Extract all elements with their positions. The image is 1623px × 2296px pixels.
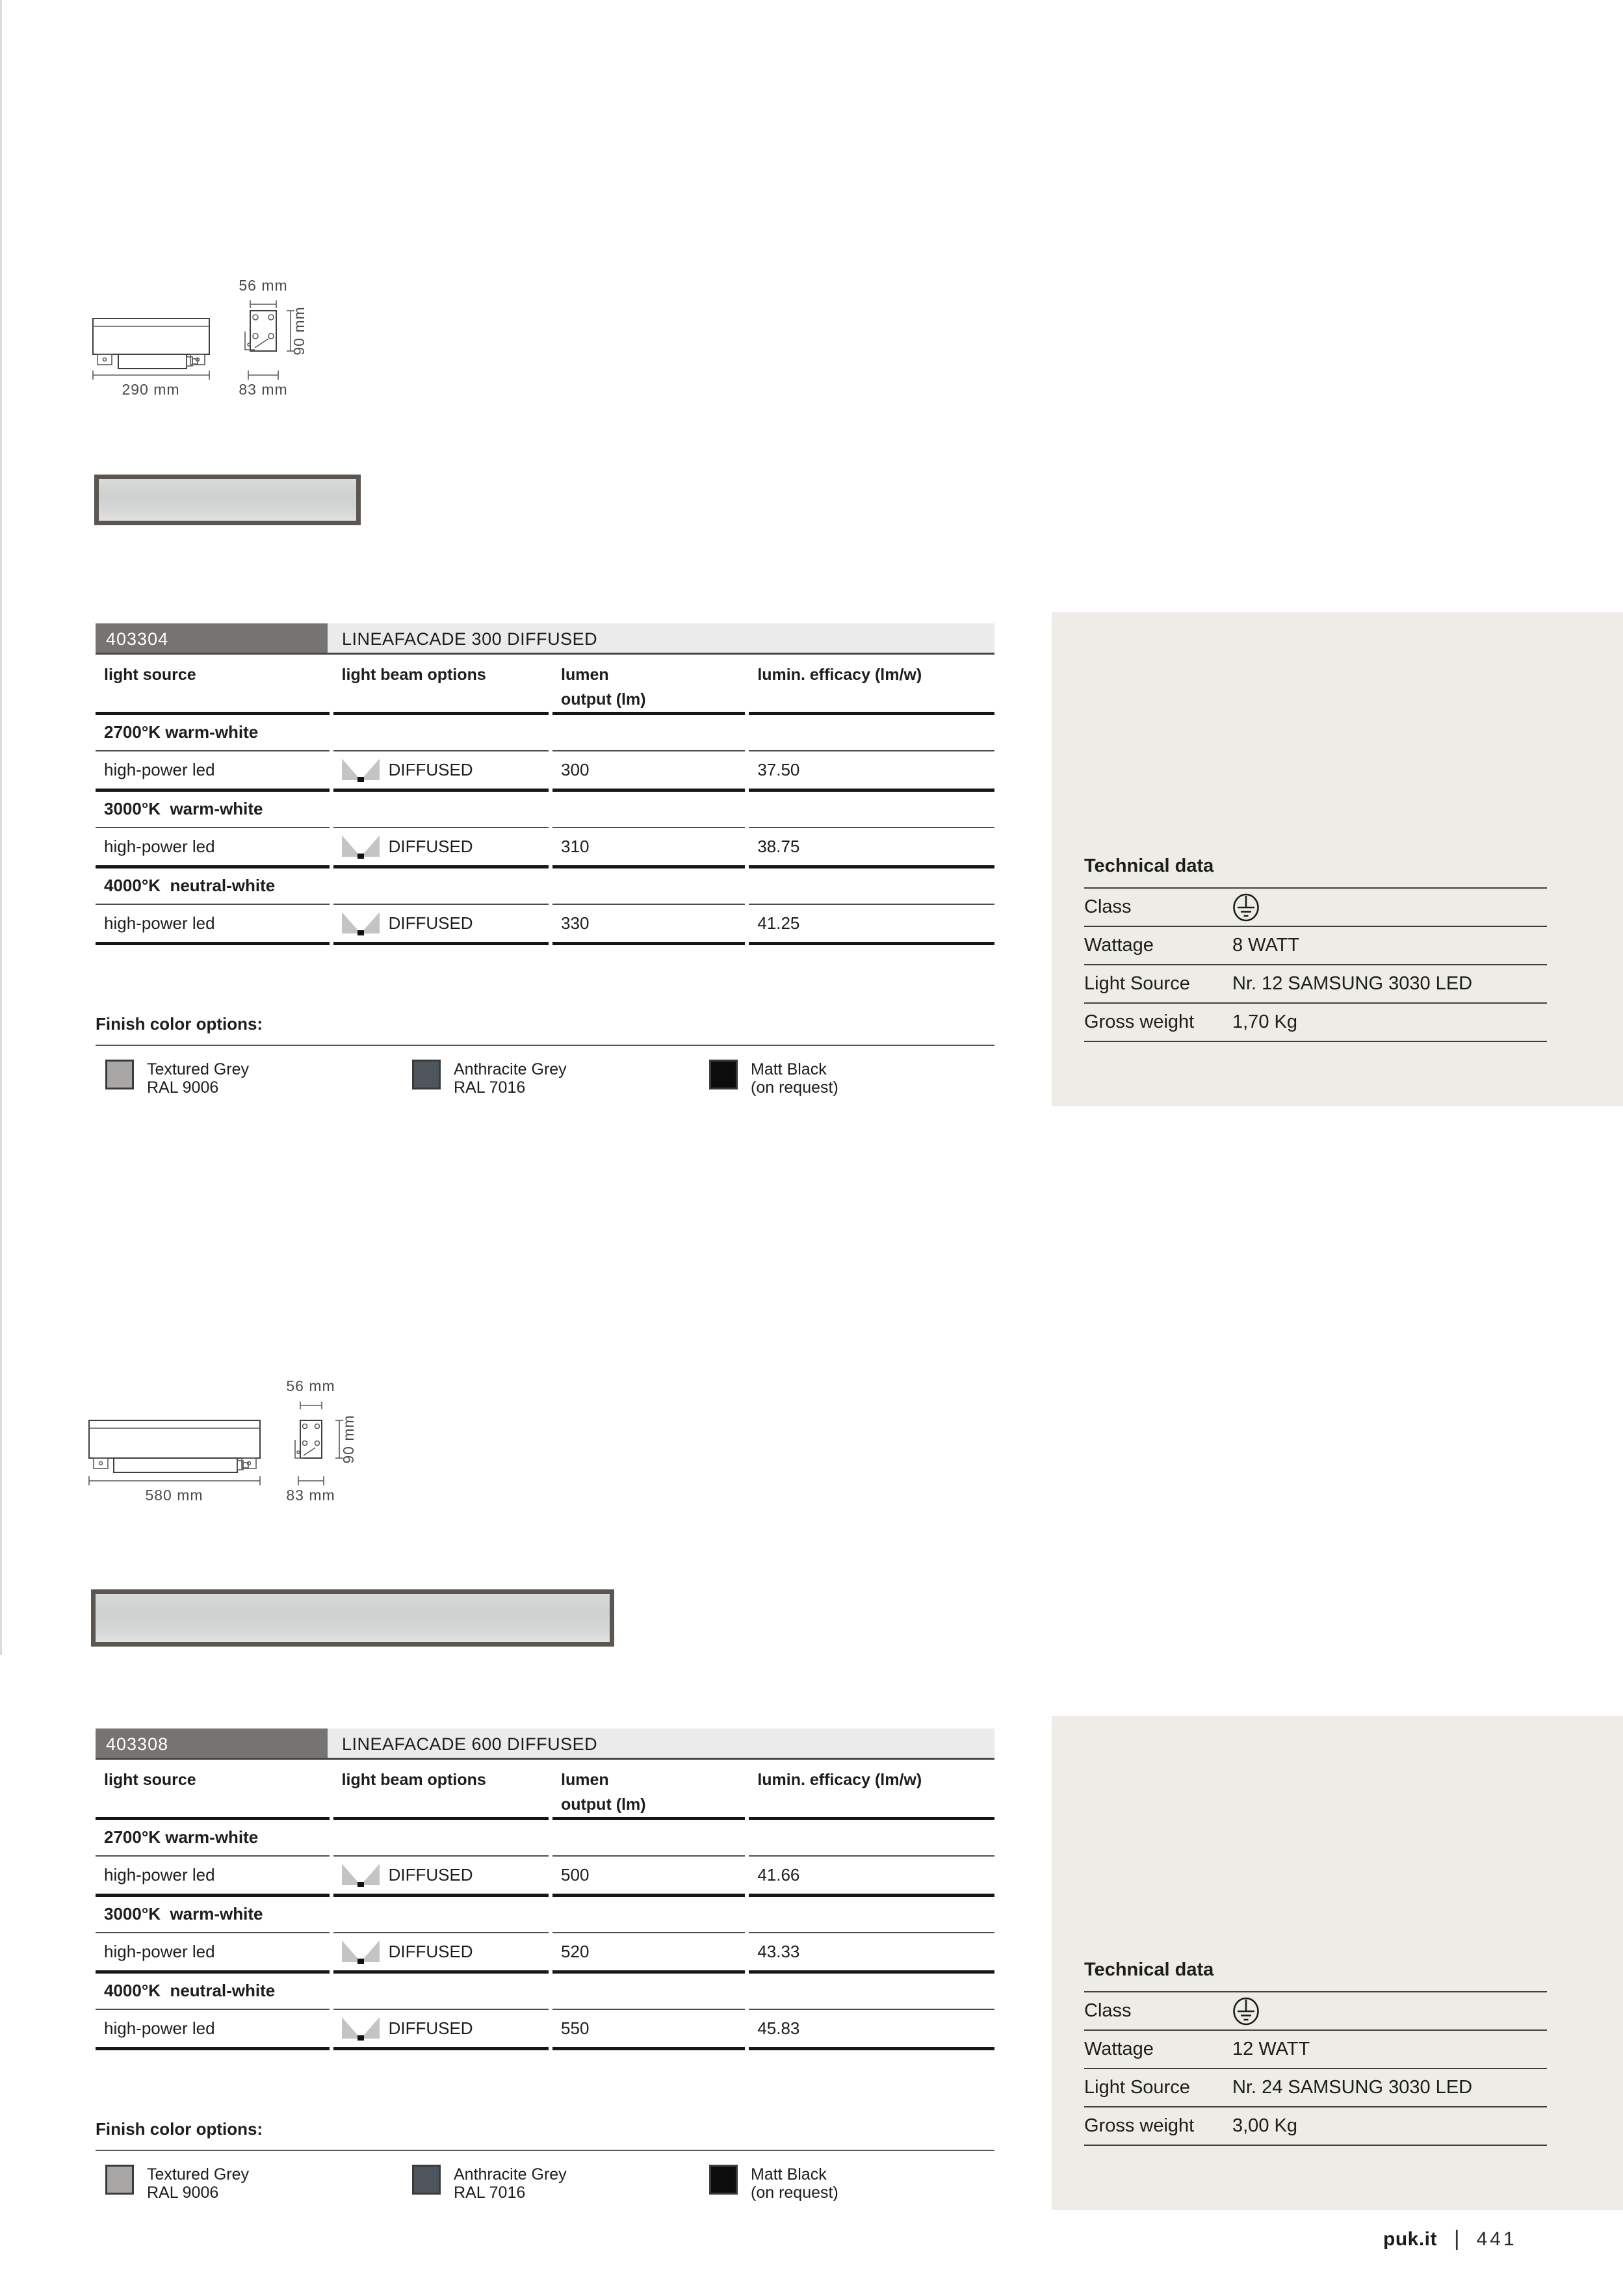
section-header: 4000°K neutral-white: [96, 1974, 330, 2010]
spec-grid: [92, 1760, 998, 2050]
col-lumen-output: lumen output (lm): [552, 1760, 745, 1820]
dimension-drawing-graphic: [84, 276, 318, 403]
finish-option: [709, 2165, 838, 2202]
finish-color-options: [96, 1014, 994, 1112]
table-row: [96, 1933, 994, 1974]
light-source-cell: high-power led: [96, 1857, 330, 1897]
bottom-width-dimension-label: 83 mm: [286, 1487, 335, 1504]
bottom-width-dimension-label: 83 mm: [239, 381, 288, 398]
beam-label: DIFFUSED: [388, 1865, 473, 1885]
technical-data-panel: [1052, 612, 1623, 1106]
lumen-cell: 520: [552, 1933, 745, 1974]
table-row: [96, 828, 994, 868]
beam-cell: [342, 2017, 549, 2041]
tech-row-gross-weight: Gross weight 3,00 Kg: [1084, 2107, 1547, 2146]
beam-cell: [342, 759, 549, 782]
efficacy-cell: 38.75: [749, 828, 994, 868]
table-row: [96, 2010, 994, 2050]
section-row: [96, 1897, 994, 1933]
page-footer: [1383, 2226, 1517, 2250]
light-source-cell: high-power led: [96, 828, 330, 868]
finish-name: Anthracite Grey: [454, 2165, 567, 2184]
top-width-dimension-label: 56 mm: [239, 277, 288, 294]
diffused-beam-icon: [342, 912, 380, 935]
tech-row-wattage: Wattage 8 WATT: [1084, 927, 1547, 965]
col-efficacy: lumin. efficacy (lm/w): [749, 1760, 994, 1820]
finish-detail: RAL 9006: [147, 2184, 219, 2202]
tech-row-class: Class: [1084, 889, 1547, 927]
finish-detail: (on request): [751, 1078, 838, 1097]
light-source-cell: high-power led: [96, 751, 330, 792]
light-source-cell: high-power led: [96, 905, 330, 945]
protective-earth-class-icon: [1232, 893, 1260, 922]
beam-label: DIFFUSED: [388, 913, 473, 933]
lumen-cell: 330: [552, 905, 745, 945]
height-dimension-label: 90 mm: [340, 1415, 357, 1464]
col-light-source: light source: [96, 1760, 330, 1820]
lumen-cell: 300: [552, 751, 745, 792]
table-row: [96, 1857, 994, 1897]
section-header: 2700°K warm-white: [96, 1820, 330, 1857]
beam-label: DIFFUSED: [388, 1942, 473, 1961]
diffused-beam-icon: [342, 759, 380, 782]
section-header: 2700°K warm-white: [96, 715, 330, 751]
finish-detail: RAL 9006: [147, 1078, 219, 1097]
finish-name: Textured Grey: [147, 2165, 250, 2184]
col-beam-options: light beam options: [333, 655, 549, 715]
product-code: 403308: [96, 1729, 328, 1758]
length-dimension-label: 580 mm: [145, 1487, 203, 1504]
technical-drawing: [84, 276, 318, 403]
table-row: [96, 751, 994, 792]
tech-row-light-source: Light Source Nr. 24 SAMSUNG 3030 LED: [1084, 2069, 1547, 2107]
table-row: [96, 905, 994, 945]
color-swatch: [709, 2165, 738, 2195]
product-block-403308: [0, 1105, 1623, 2218]
beam-label: DIFFUSED: [388, 2018, 473, 2038]
beam-label: DIFFUSED: [388, 760, 473, 779]
top-width-dimension-label: 56 mm: [286, 1378, 335, 1394]
efficacy-cell: 37.50: [749, 751, 994, 792]
efficacy-cell: 41.25: [749, 905, 994, 945]
spec-table: [96, 1729, 994, 2050]
tech-row-gross-weight: Gross weight 1,70 Kg: [1084, 1004, 1547, 1042]
finish-detail: RAL 7016: [454, 1078, 526, 1097]
col-light-source: light source: [96, 655, 330, 715]
technical-drawing: [84, 1378, 377, 1508]
beam-cell: [342, 1864, 549, 1887]
finish-option: [105, 1060, 249, 1097]
finish-detail: (on request): [751, 2184, 838, 2202]
finish-name: Matt Black: [751, 1060, 827, 1078]
finish-name: Anthracite Grey: [454, 1060, 567, 1078]
section-row: [96, 715, 994, 751]
product-photo: [91, 1589, 614, 1647]
finish-color-options: [96, 2119, 994, 2217]
technical-data-title: Technical data: [1084, 1945, 1547, 1992]
color-swatch: [105, 1060, 134, 1089]
divider: [96, 1045, 994, 1046]
section-row: [96, 792, 994, 828]
finish-option: [709, 1060, 838, 1097]
technical-data-title: Technical data: [1084, 841, 1547, 889]
section-header: 3000°K warm-white: [96, 1897, 330, 1933]
spec-table: [96, 623, 994, 945]
color-swatch: [709, 1060, 738, 1089]
col-lumen-output: lumen output (lm): [552, 655, 745, 715]
spec-header-bar: [96, 1729, 994, 1760]
lumen-cell: 550: [552, 2010, 745, 2050]
divider: [96, 2150, 994, 2151]
color-swatch: [412, 2165, 441, 2195]
finish-option: [412, 2165, 567, 2202]
finish-option: [412, 1060, 567, 1097]
product-name: LINEAFACADE 600 DIFFUSED: [328, 1729, 994, 1758]
beam-cell: [342, 1940, 549, 1964]
product-name: LINEAFACADE 300 DIFFUSED: [328, 623, 994, 653]
finish-name: Textured Grey: [147, 1060, 250, 1078]
tech-row-class: Class: [1084, 1992, 1547, 2031]
technical-data-panel: [1052, 1716, 1623, 2210]
dimension-drawing-graphic: [84, 1378, 377, 1508]
section-row: [96, 1974, 994, 2010]
finish-title: Finish color options:: [96, 1014, 263, 1034]
column-header-row: [96, 1760, 994, 1820]
product-photo: [94, 475, 361, 525]
section-header: 4000°K neutral-white: [96, 868, 330, 905]
beam-cell: [342, 835, 549, 859]
color-swatch: [412, 1060, 441, 1089]
diffused-beam-icon: [342, 1940, 380, 1964]
beam-label: DIFFUSED: [388, 837, 473, 856]
diffused-beam-icon: [342, 2017, 380, 2041]
spec-header-bar: [96, 623, 994, 655]
tech-row-light-source: Light Source Nr. 12 SAMSUNG 3030 LED: [1084, 965, 1547, 1004]
page-number: 441: [1476, 2228, 1517, 2250]
finish-title: Finish color options:: [96, 2119, 263, 2139]
product-block-403304: [0, 0, 1623, 1113]
light-source-cell: high-power led: [96, 1933, 330, 1974]
efficacy-cell: 45.83: [749, 2010, 994, 2050]
length-dimension-label: 290 mm: [122, 381, 180, 398]
col-efficacy: lumin. efficacy (lm/w): [749, 655, 994, 715]
brand-label: puk.it: [1383, 2228, 1437, 2250]
tech-row-wattage: Wattage 12 WATT: [1084, 2031, 1547, 2069]
efficacy-cell: 41.66: [749, 1857, 994, 1897]
finish-detail: RAL 7016: [454, 2184, 526, 2202]
section-row: [96, 1820, 994, 1857]
finish-option: [105, 2165, 249, 2202]
lumen-cell: 500: [552, 1857, 745, 1897]
spec-grid: [92, 655, 998, 945]
col-beam-options: light beam options: [333, 1760, 549, 1820]
color-swatch: [105, 2165, 134, 2195]
light-source-cell: high-power led: [96, 2010, 330, 2050]
efficacy-cell: 43.33: [749, 1933, 994, 1974]
height-dimension-label: 90 mm: [291, 306, 307, 356]
section-header: 3000°K warm-white: [96, 792, 330, 828]
column-header-row: [96, 655, 994, 715]
product-code: 403304: [96, 623, 328, 653]
lumen-cell: 310: [552, 828, 745, 868]
section-row: [96, 868, 994, 905]
footer-separator: |: [1454, 2226, 1460, 2250]
beam-cell: [342, 912, 549, 935]
diffused-beam-icon: [342, 1864, 380, 1887]
diffused-beam-icon: [342, 835, 380, 859]
protective-earth-class-icon: [1232, 1996, 1260, 2026]
finish-name: Matt Black: [751, 2165, 827, 2184]
